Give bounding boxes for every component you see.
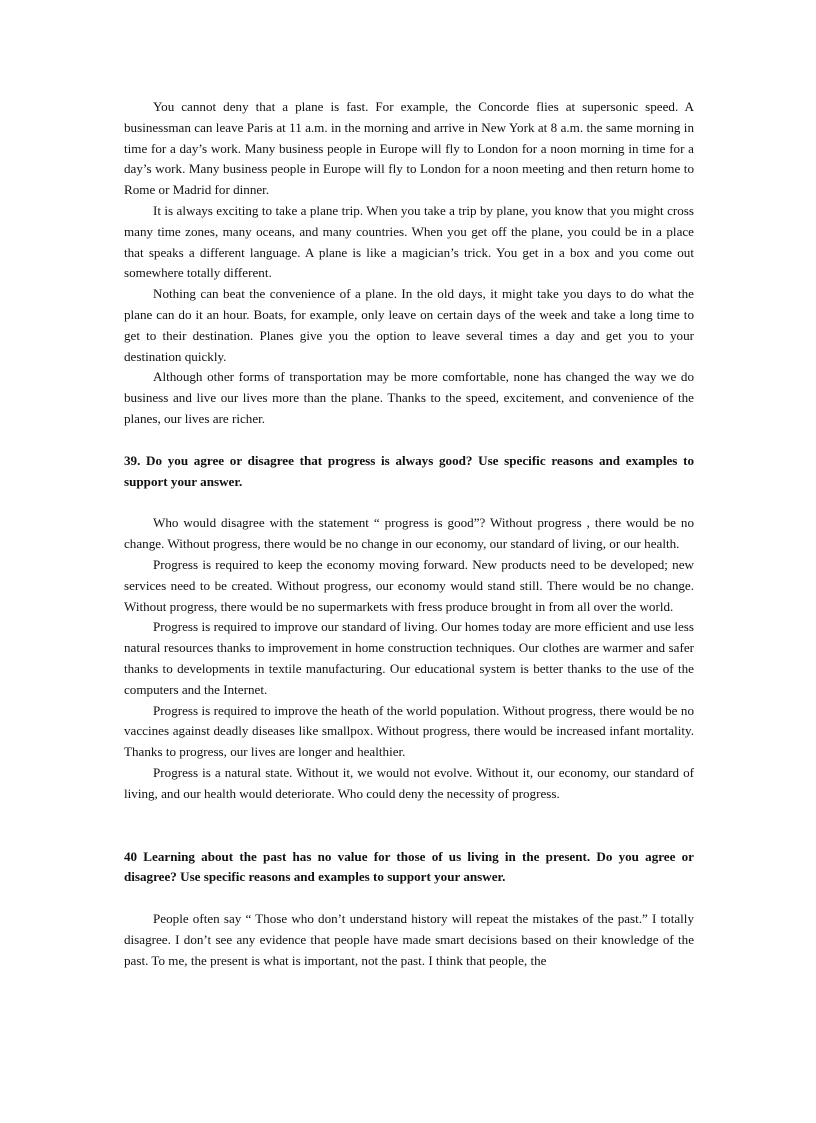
document-page bbox=[124, 97, 694, 971]
paragraph: Progress is required to improve our standard of living. Our homes today are more efficient and use less natural resources thanks to improvement in home construction techniques. Our clothes are warmer and safer thanks to developments in textile manufacturing. Our educational system is better thanks to the use of the computers and the Internet. bbox=[124, 619, 694, 697]
question-heading: 39. Do you agree or disagree that progress is always good? Use specific reasons and examples to support your answer. bbox=[124, 452, 694, 489]
paragraph: Progress is required to improve the heath of the world population. Without progress, there would be no vaccines against deadly diseases like smallpox. Without progress, there would be increased infant mortality. Thanks to progress, our lives are longer and healthier. bbox=[124, 702, 694, 760]
paragraph: Progress is a natural state. Without it, we would not evolve. Without it, our economy, our standard of living, and our health would deteriorate. Who could deny the necessity of progress. bbox=[124, 764, 694, 801]
essay-plane bbox=[124, 97, 694, 430]
paragraph: People often say “ Those who don’t understand history will repeat the mistakes of the past.” I totally disagree. I don’t see any evidence that people have made smart decisions based on their knowledge of the past. To me, the present is what is important, not the past. I think that people, the bbox=[124, 911, 694, 968]
paragraph: Although other forms of transportation may be more comfortable, none has changed the way we do business and live our lives more than the plane. Thanks to the speed, excitement, and convenience of the planes, our lives are richer. bbox=[124, 369, 694, 426]
paragraph: Progress is required to keep the economy moving forward. New products need to be developed; new services need to be created. Without progress, our economy would stand still. There would be no change. Without progress, there would be no supermarkets with fress produce brought in from all over the world. bbox=[124, 556, 694, 614]
paragraph: It is always exciting to take a plane trip. When you take a trip by plane, you know that you might cross many time zones, many oceans, and many countries. When you get off the plane, you could be in a place that speaks a different language. A plane is like a magician’s trick. You get in a box and you come out somewhere totally different. bbox=[124, 202, 694, 281]
paragraph: Who would disagree with the statement “ progress is good”? Without progress , there would be no change. Without progress, there would be no change in our economy, our standard of living, or our health. bbox=[124, 515, 694, 552]
question-heading: 40 Learning about the past has no value for those of us living in the present. Do you agree or disagree? Use specific reasons and examples to support your answer. bbox=[124, 848, 694, 885]
paragraph: You cannot deny that a plane is fast. For example, the Concorde flies at supersonic speed. A businessman can leave Paris at 11 a.m. in the morning and arrive in New York at 8 a.m. the same morning in time for a day’s work. Many business people in Europe will fly to London for a noon morning in time for a day’s work. Many business people in Europe will fly to London for a noon meeting and then return home to Rome or Madrid for dinner. bbox=[124, 99, 694, 198]
essay-past bbox=[124, 847, 694, 972]
essay-progress bbox=[124, 451, 694, 805]
paragraph: Nothing can beat the convenience of a plane. In the old days, it might take you days to do what the plane can do it an hour. Boats, for example, only leave on certain days of the week and take a long time to get to their destination. Planes give you the option to leave several times a day and get you to your destination quickly. bbox=[124, 286, 694, 364]
